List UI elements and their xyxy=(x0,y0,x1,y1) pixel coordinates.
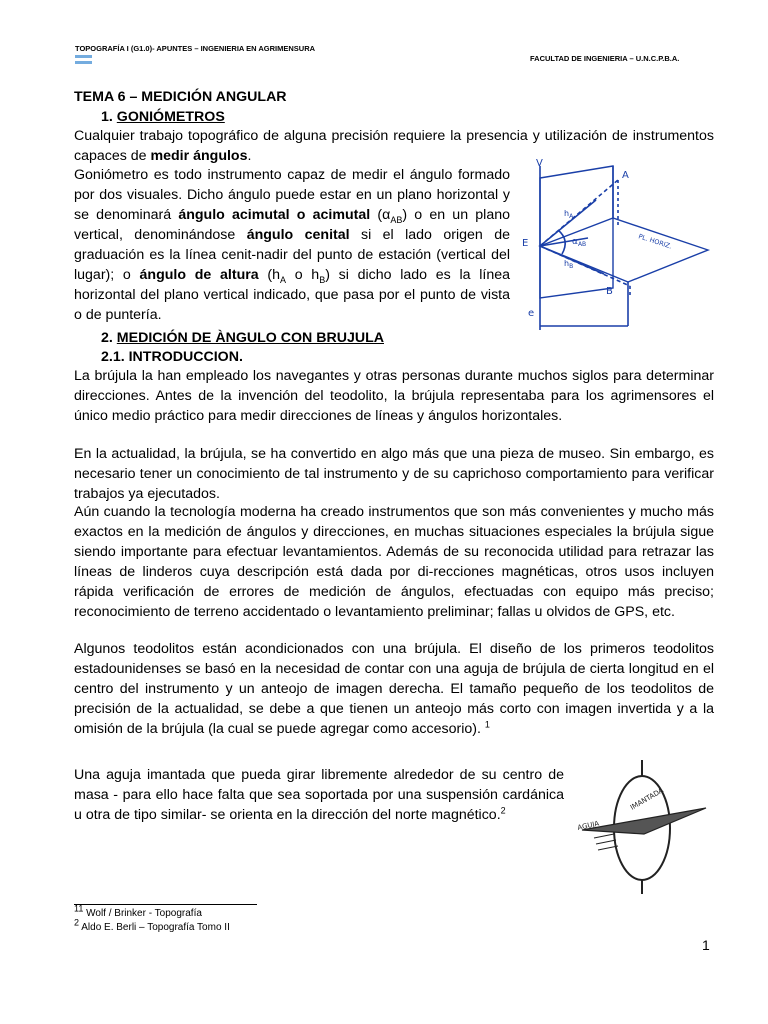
paragraph-goniometro: Goniómetro es todo instrumento capaz de medir el ángulo formado por dos visuales. Dicho ángulo puede estar en un plano horizontal y se denominará ángulo acimutal o acimutal $(\alpha_{AB})$ o en un plano vertical, denominándose ángulo cenital si el lado origen de graduación es la línea cenit-nadir del punto de estación (vertical del lugar); o ángulo de altura ($h_A$ o $h_B$) si dicho lado es la línea horizontal del plano vertical indicado, que pasa por el punto de vista o de puntería. xyxy=(74,167,511,323)
section-2-1-heading: 2.1. INTRODUCCION. xyxy=(101,349,243,365)
section-2-label: MEDICIÓN DE ÀNGULO CON BRUJULA xyxy=(116,330,384,346)
fig1-label-plane: PL. HORIZ. xyxy=(637,232,673,251)
footnote-ref-2: 2 xyxy=(500,805,506,816)
fig1-label-a: A xyxy=(622,170,629,181)
section-1-label: GONIÓMETROS xyxy=(116,109,225,125)
fig1-label-e: E xyxy=(522,238,529,249)
paragraph-teodolitos: Algunos teodolitos están acondicionados con una brújula. El diseño de los primeros teodolitos estadounidenses se basó en la necesidad de contar con una aguja de brújula de cierta longitud en el centro del instrumento y un anteojo de imagen derecha. El tamaño pequeño de los teodolitos de precisión de la actualidad, se debe a que tienen un anteojo más corto con imagen invertida y a la omisión de la brújula (la cual se puede agregar como accesorio). $^1$ xyxy=(74,641,714,737)
footnote-1: $^{11}$ Wolf / Brinker - Topografía xyxy=(74,903,202,919)
section-1-number: 1. xyxy=(101,109,113,125)
footnote-2: $^2$ Aldo E. Berli – Topografía Tomo II xyxy=(74,917,230,933)
fig2-label-imantada: IMANTADA xyxy=(629,786,665,812)
running-header-course: TOPOGRAFÍA I (G1.0)- APUNTES – INGENIERIA EN AGRIMENSURA xyxy=(75,44,316,53)
fig1-label-ha: $h_A$ xyxy=(564,209,574,220)
paragraph-aguja: Una aguja imantada que pueda girar libremente alrededor de su centro de masa - para ello hace falta que sea soportada por una suspensión cardánica u otra de tipo similar- se orienta en la dirección del norte magnético.$^2$ xyxy=(74,767,564,823)
paragraph-actualidad: En la actualidad, la brújula, se ha convertido en algo más que una pieza de museo. Sin embargo, es necesario tener un conocimiento de tal instrumento y de su caprichoso comportamiento para verificar trabajos ya ejecutados. xyxy=(74,446,714,502)
paragraph-intro: Cualquier trabajo topográfico de alguna precisión requiere la presencia y utilización de instrumentos capaces de medir ángulos. xyxy=(74,128,714,164)
fig1-label-e-lower: e xyxy=(528,308,535,319)
compass-needle-figure xyxy=(574,758,714,896)
angle-diagram-figure xyxy=(518,158,718,333)
paragraph-tecnologia: Aún cuando la tecnología moderna ha creado instrumentos que son más convenientes y mucho más exactos en la medición de ángulos y direcciones, en muchas situaciones especiales la brújula sigue siendo importante para efectuar levantamientos. Además de su reconocida utilidad para retrazar las líneas de linderos cuya descripción está dada por di-recciones magnéticas, otros usos incluyen rápida verificación de errores de medición de ángulos, efectuadas con equipo más preciso; reconocimiento de terreno accidentado o levantamiento preliminar; fallas u olvidos de GPS, etc. xyxy=(74,504,714,620)
fig1-label-v: V xyxy=(536,158,543,169)
fig1-label-b: B xyxy=(606,286,613,297)
page-title: TEMA 6 – MEDICIÓN ANGULAR xyxy=(74,89,287,105)
footnote-separator xyxy=(74,904,257,905)
running-header-faculty: FACULTAD DE INGENIERIA – U.N.C.P.B.A. xyxy=(530,54,680,63)
section-2-heading xyxy=(74,328,741,348)
paragraph-navegantes: La brújula la han empleado los navegantes y otras personas durante muchos siglos para determinar direcciones. Antes de la invención del teodolito, la brújula representaba para los agrimensores el único medio práctico para medir direcciones de líneas y ángulos horizontales. xyxy=(74,368,714,424)
fig1-label-alpha: $\alpha_{AB}$ xyxy=(572,237,587,248)
argentina-flag-icon xyxy=(75,55,92,64)
section-2-number: 2. xyxy=(101,330,113,346)
footnote-ref-1: 1 xyxy=(484,719,490,730)
section-1-heading xyxy=(74,107,741,127)
page-number: 1 xyxy=(702,937,710,953)
fig2-label-aguja: AGUJA xyxy=(576,819,600,832)
fig1-label-hb: $h_B$ xyxy=(564,259,574,270)
